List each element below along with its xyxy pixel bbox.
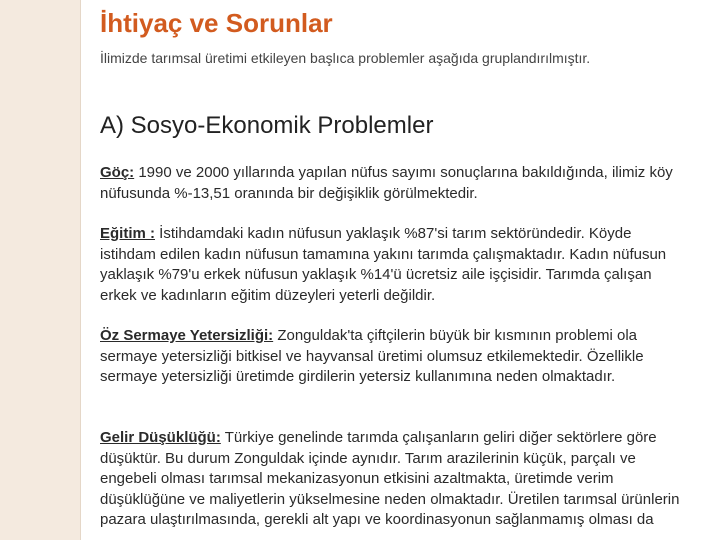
slide-intro: İlimizde tarımsal üretimi etkileyen başlıca problemler aşağıda gruplandırılmıştır. [100, 50, 591, 66]
paragraph-text: İstihdamdaki kadın nüfusun yaklaşık %87'si tarım sektöründedir. Köyde istihdam edilen kadın nüfusun tamamına yakını tarımda çalışmaktadır. Kadın nüfusun yaklaşık %79'u erkek nüfusun yaklaşık %14'ü ücretsiz aile işçisidir. Tarımda çalışan erkek ve kadınların eğitim düzeyleri yeterli değildir. [100, 225, 667, 304]
slide-title: İhtiyaç ve Sorunlar [100, 8, 333, 38]
paragraph-term: Öz Sermaye Yetersizliği: [100, 327, 274, 344]
paragraph-term: Göç: [100, 164, 135, 181]
paragraph-text: Zonguldak'ta çiftçilerin büyük bir kısmının problemi ola sermaye yetersizliği bitkisel ve hayvansal üretimi olumsuz etkilemektedir. Özellikle sermaye yetersizliği üretimde girdilerin yetersiz kullanımına neden olmaktadır. [100, 327, 644, 385]
problem-paragraph-income [100, 428, 690, 531]
paragraph-text: 1990 ve 2000 yıllarında yapılan nüfus sayımı sonuçlarına bakıldığında, ilimiz köy nüfusunda %-13,51 oranında bir değişiklik görülmektedir. [100, 164, 673, 202]
decorative-sidebar [0, 0, 80, 540]
problem-paragraph-education [100, 224, 690, 306]
sidebar-divider [80, 0, 81, 540]
paragraph-term: Gelir Düşüklüğü: [100, 429, 221, 446]
problem-paragraph-migration [100, 163, 690, 204]
section-heading: A) Sosyo-Ekonomik Problemler [100, 112, 434, 139]
paragraph-term: Eğitim : [100, 225, 155, 242]
paragraph-text: Türkiye genelinde tarımda çalışanların geliri diğer sektörlere göre düşüktür. Bu durum Zonguldak içinde aynıdır. Tarım arazilerinin küçük, parçalı ve engebeli olması tarımsal mekanizasyonun etkisini azaltmakta, üretimde verim düşüklüğüne ve maliyetlerin yükselmesine neden olmaktadır. Üretilen tarımsal ürünlerin pazara ulaştırılmasında, gerekli alt yapı ve koordinasyonun sağlanmamış olması da [100, 429, 680, 528]
problem-paragraph-capital [100, 326, 690, 388]
